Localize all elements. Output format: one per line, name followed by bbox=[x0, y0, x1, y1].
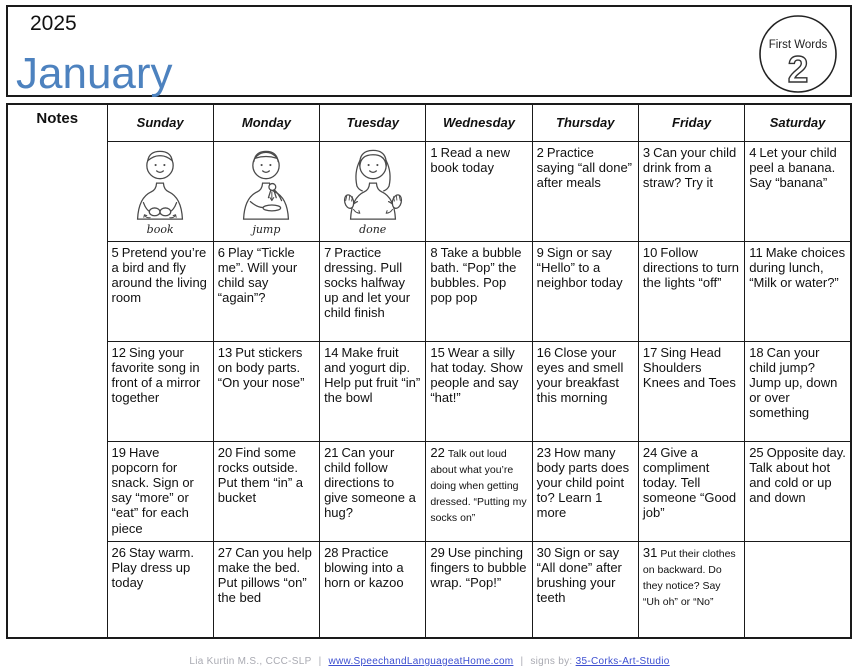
week-row-3 bbox=[7, 341, 851, 441]
footer-signs-link[interactable]: 35-Corks-Art-Studio bbox=[575, 656, 670, 667]
day-cell-7 bbox=[320, 241, 426, 341]
day-activity-text: Let your child peel a banana. Say “banana” bbox=[749, 144, 837, 190]
day-number: 31 bbox=[642, 544, 658, 560]
day-cell-9 bbox=[532, 241, 638, 341]
week-row-1 bbox=[7, 141, 851, 241]
day-activity-text: Opposite day. Talk about hot and cold or up and down bbox=[749, 444, 846, 506]
day-cell-27 bbox=[213, 541, 319, 638]
week-row-5 bbox=[7, 541, 851, 638]
day-cell-12 bbox=[107, 341, 213, 441]
day-number: 8 bbox=[430, 244, 438, 260]
year-label: 2025 bbox=[30, 12, 77, 35]
day-number: 12 bbox=[111, 344, 126, 360]
week-row-2 bbox=[7, 241, 851, 341]
day-header-sunday: Sunday bbox=[107, 104, 213, 141]
day-number: 25 bbox=[749, 444, 764, 460]
sign-cell-jump bbox=[213, 141, 319, 241]
day-number: 7 bbox=[324, 244, 332, 260]
day-cell-30 bbox=[532, 541, 638, 638]
day-activity-text: Talk out loud about what you’re doing when getting dressed. “Putting my socks on” bbox=[430, 447, 527, 524]
footer-credits bbox=[0, 656, 859, 667]
day-activity-text: Put stickers on body parts. “On your nose” bbox=[217, 344, 305, 390]
day-cell-11 bbox=[745, 241, 851, 341]
notes-column: Notes bbox=[7, 104, 107, 638]
day-activity-text: Can your child follow directions to give someone a hug? bbox=[324, 444, 416, 521]
month-title: January bbox=[16, 49, 173, 98]
day-activity-text: Sing Head Shoulders Knees and Toes bbox=[642, 344, 736, 390]
day-number: 22 bbox=[430, 444, 445, 460]
day-cell-29 bbox=[426, 541, 532, 638]
day-cell-1 bbox=[426, 141, 532, 241]
day-activity-text: Sing your favorite song in front of a mirror together bbox=[111, 344, 201, 406]
day-cell-16 bbox=[532, 341, 638, 441]
day-cell-8 bbox=[426, 241, 532, 341]
day-cell-18 bbox=[745, 341, 851, 441]
day-header-wednesday: Wednesday bbox=[426, 104, 532, 141]
day-activity-text: Put their clothes on backward. Do they notice? Say “Uh oh” or “No” bbox=[642, 547, 736, 608]
day-number: 15 bbox=[430, 344, 445, 360]
day-activity-text: Wear a silly hat today. Show people and say “hat!” bbox=[430, 344, 523, 406]
sign-cell-done bbox=[320, 141, 426, 241]
day-number: 26 bbox=[111, 544, 126, 560]
day-number: 20 bbox=[217, 444, 233, 460]
day-number: 3 bbox=[642, 144, 651, 160]
day-number: 29 bbox=[430, 544, 445, 560]
badge-label: First Words bbox=[768, 39, 828, 51]
day-header-friday: Friday bbox=[638, 104, 744, 141]
day-cell-10 bbox=[638, 241, 744, 341]
day-activity-text: Use pinching fingers to bubble wrap. “Pop!” bbox=[430, 544, 527, 590]
day-number: 6 bbox=[217, 244, 226, 260]
day-activity-text: Practice dressing. Pull socks halfway up and let your child finish bbox=[324, 244, 411, 321]
footer-separator: | bbox=[520, 656, 524, 667]
day-cell-6 bbox=[213, 241, 319, 341]
day-activity-text: Read a new book today bbox=[430, 144, 510, 175]
sign-illustration-jump bbox=[227, 147, 305, 225]
day-cell-21 bbox=[320, 441, 426, 541]
day-number: 30 bbox=[536, 544, 552, 560]
day-activity-text: Stay warm. Play dress up today bbox=[111, 544, 194, 590]
day-activity-text: Play “Tickle me”. Will your child say “again”? bbox=[217, 244, 298, 306]
sign-caption-done: done bbox=[359, 222, 387, 236]
footer-website-link[interactable]: www.SpeechandLanguageatHome.com bbox=[328, 656, 514, 667]
day-header-saturday: Saturday bbox=[745, 104, 851, 141]
day-header-monday: Monday bbox=[213, 104, 319, 141]
day-cell-20 bbox=[213, 441, 319, 541]
day-cell-24 bbox=[638, 441, 744, 541]
day-number: 16 bbox=[536, 344, 552, 360]
day-cell-19 bbox=[107, 441, 213, 541]
day-number: 13 bbox=[217, 344, 233, 360]
day-activity-text: Sign or say “All done” after brushing your teeth bbox=[536, 544, 622, 606]
day-activity-text: How many body parts does your child point to? Learn 1 more bbox=[536, 444, 630, 521]
day-number: 1 bbox=[430, 144, 438, 160]
day-cell-3 bbox=[638, 141, 744, 241]
sign-caption-book: book bbox=[146, 222, 174, 236]
day-activity-text: Can your child jump? Jump up, down or over something bbox=[749, 344, 838, 421]
sign-caption-jump: jump bbox=[252, 222, 281, 236]
day-activity-text: Pretend you’re a bird and fly around the living room bbox=[111, 244, 207, 306]
day-cell-17 bbox=[638, 341, 744, 441]
footer-author: Lia Kurtin M.S., CCC-SLP bbox=[189, 656, 312, 667]
first-words-badge bbox=[754, 10, 842, 98]
sign-illustration-done bbox=[334, 147, 412, 225]
day-number: 21 bbox=[324, 444, 339, 460]
empty-cell bbox=[745, 541, 851, 638]
weekday-header-row bbox=[7, 104, 851, 141]
day-activity-text: Sign or say “Hello” to a neighbor today bbox=[536, 244, 623, 290]
day-cell-4 bbox=[745, 141, 851, 241]
day-number: 4 bbox=[749, 144, 757, 160]
day-number: 9 bbox=[536, 244, 544, 260]
day-activity-text: Follow directions to turn the lights “off” bbox=[642, 244, 740, 290]
day-activity-text: Practice saying “all done” after meals bbox=[536, 144, 633, 190]
day-number: 11 bbox=[749, 244, 763, 260]
day-number: 17 bbox=[642, 344, 658, 360]
footer-separator: | bbox=[318, 656, 322, 667]
day-activity-text: Take a bubble bath. “Pop” the bubbles. Pop pop pop bbox=[430, 244, 522, 306]
day-activity-text: Find some rocks outside. Put them “in” a bucket bbox=[217, 444, 304, 506]
day-cell-26 bbox=[107, 541, 213, 638]
week-row-4 bbox=[7, 441, 851, 541]
day-cell-28 bbox=[320, 541, 426, 638]
day-number: 28 bbox=[324, 544, 339, 560]
day-activity-text: Close your eyes and smell your breakfast this morning bbox=[536, 344, 624, 406]
day-cell-31 bbox=[638, 541, 744, 638]
day-cell-15 bbox=[426, 341, 532, 441]
day-number: 23 bbox=[536, 444, 552, 460]
day-cell-5 bbox=[107, 241, 213, 341]
day-number: 5 bbox=[111, 244, 119, 260]
day-cell-2 bbox=[532, 141, 638, 241]
day-activity-text: Practice blowing into a horn or kazoo bbox=[324, 544, 404, 590]
day-number: 14 bbox=[324, 344, 339, 360]
day-header-thursday: Thursday bbox=[532, 104, 638, 141]
day-number: 18 bbox=[749, 344, 764, 360]
day-header-tuesday: Tuesday bbox=[320, 104, 426, 141]
day-number: 19 bbox=[111, 444, 126, 460]
day-number: 27 bbox=[217, 544, 233, 560]
day-number: 2 bbox=[536, 144, 544, 160]
sign-illustration-book bbox=[121, 147, 199, 225]
day-activity-text: Can you help make the bed. Put pillows “on” the bed bbox=[217, 544, 312, 606]
day-number: 24 bbox=[642, 444, 658, 460]
badge-number: 2 bbox=[787, 49, 809, 90]
sign-cell-book bbox=[107, 141, 213, 241]
calendar-header bbox=[6, 5, 852, 97]
day-cell-14 bbox=[320, 341, 426, 441]
day-number: 10 bbox=[642, 244, 658, 260]
footer-signs-by-label: signs by: bbox=[530, 656, 573, 667]
day-activity-text: Give a compliment today. Tell someone “Good job” bbox=[642, 444, 737, 521]
day-activity-text: Have popcorn for snack. Sign or say “more” or “eat” for each piece bbox=[111, 444, 194, 536]
day-activity-text: Make choices during lunch, “Milk or water?” bbox=[749, 244, 846, 290]
day-cell-13 bbox=[213, 341, 319, 441]
day-cell-23 bbox=[532, 441, 638, 541]
day-cell-25 bbox=[745, 441, 851, 541]
calendar-grid bbox=[6, 103, 852, 639]
day-activity-text: Make fruit and yogurt dip. Help put fruit “in” the bowl bbox=[324, 344, 421, 406]
day-cell-22 bbox=[426, 441, 532, 541]
day-activity-text: Can your child drink from a straw? Try it bbox=[642, 144, 737, 190]
